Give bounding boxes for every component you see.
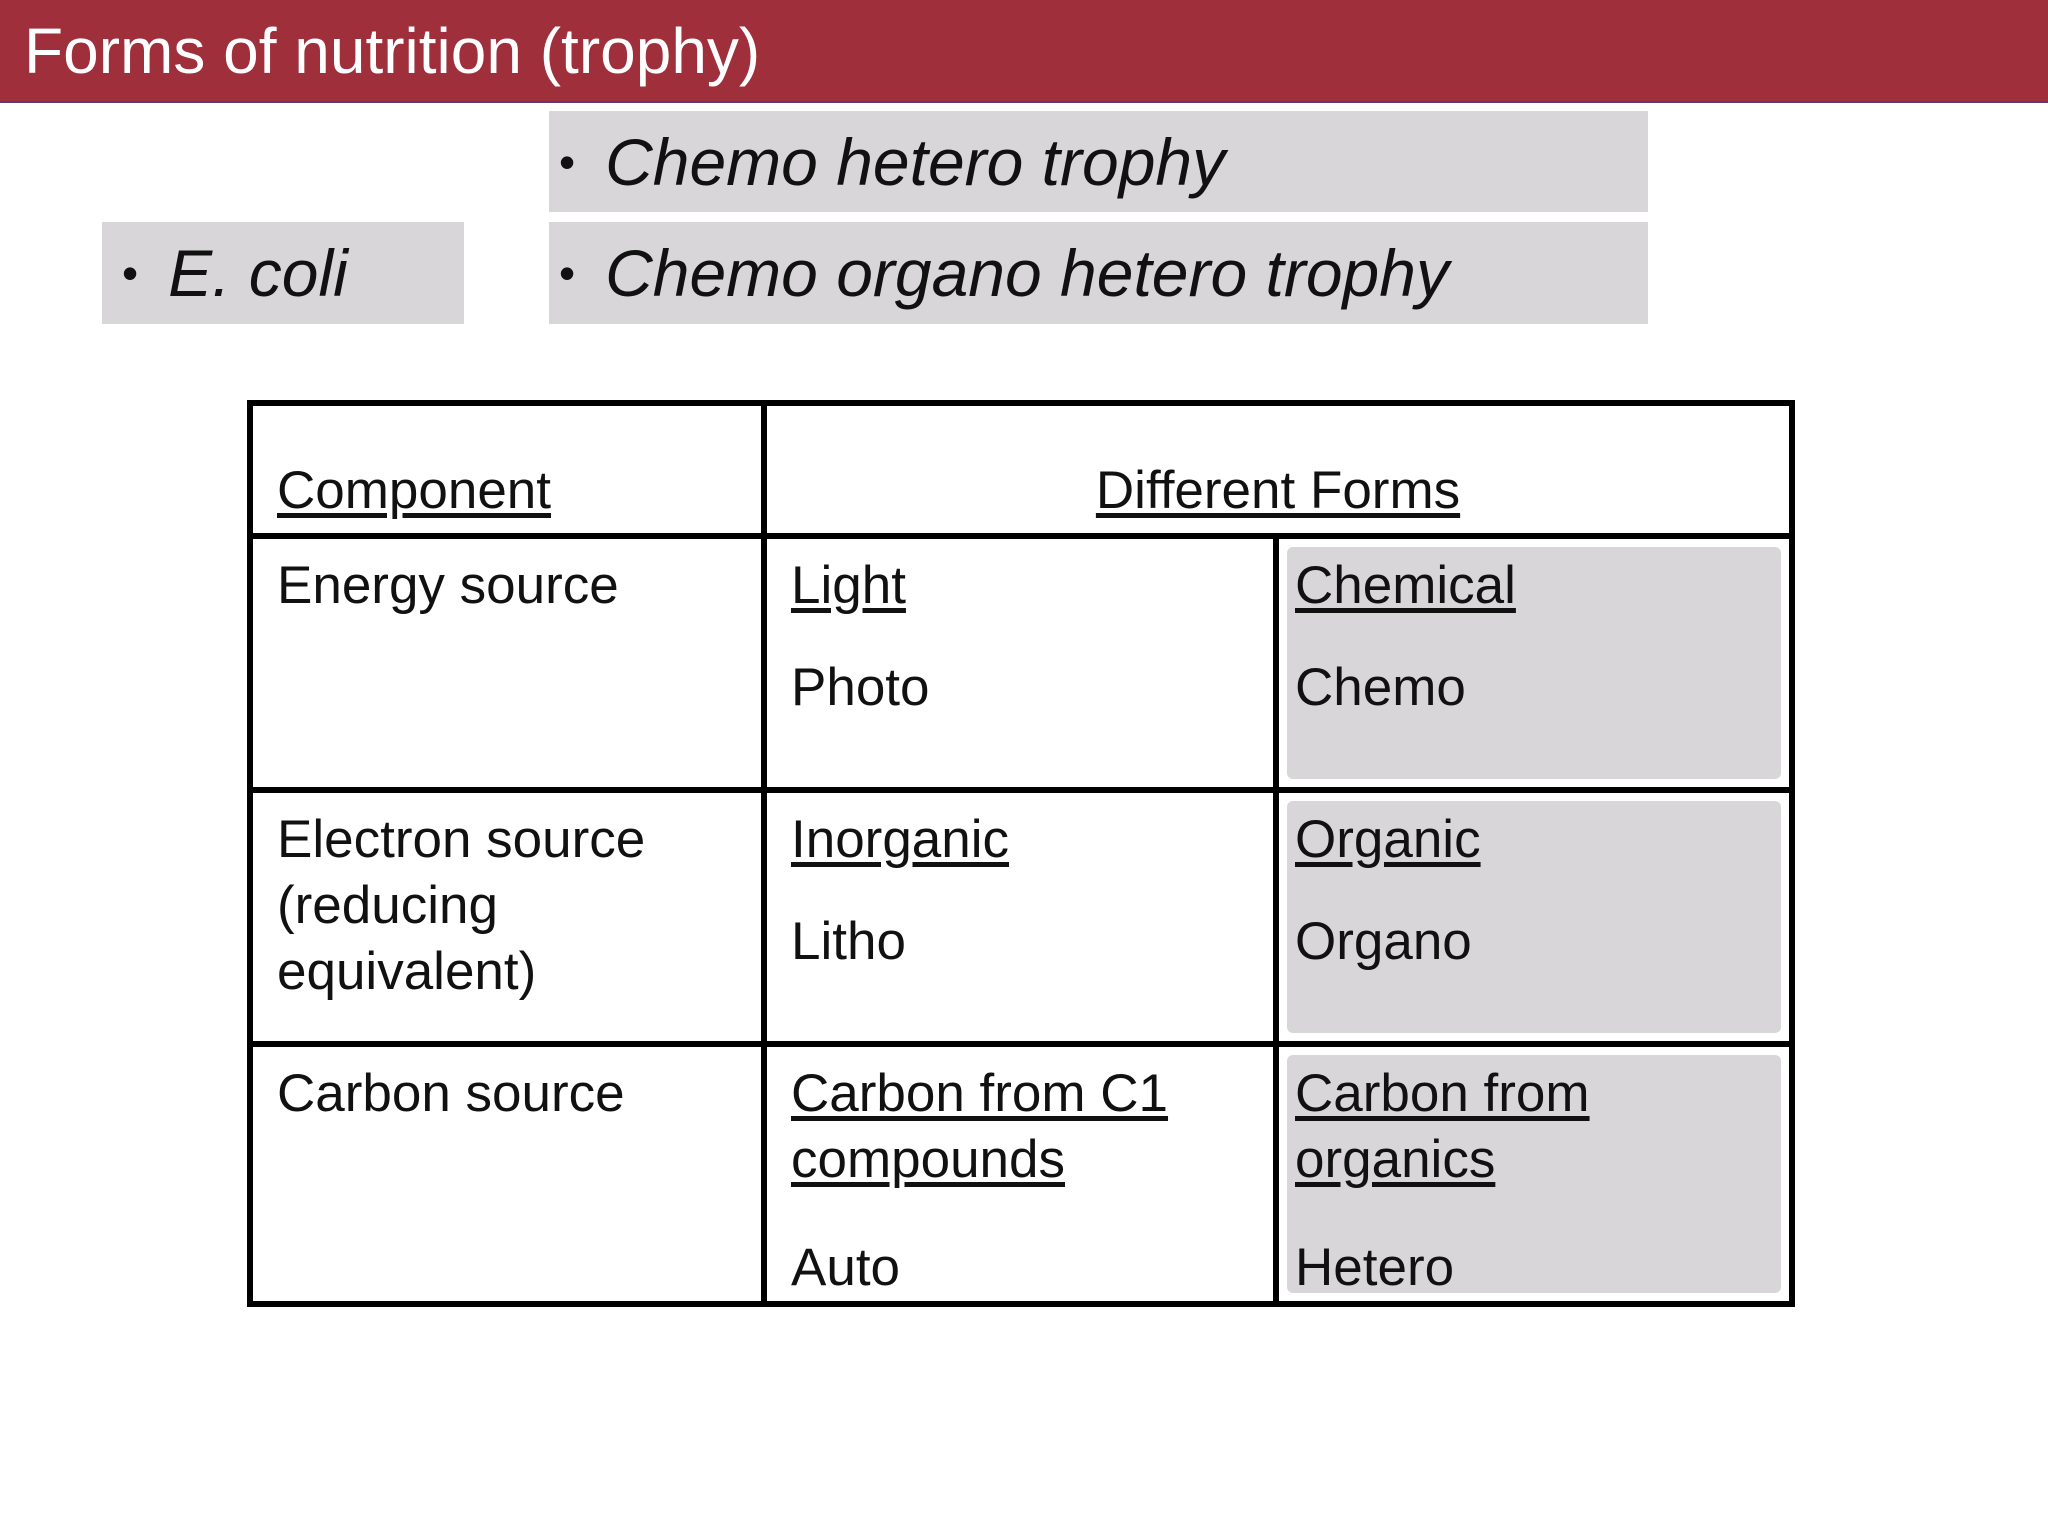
option-heading-line: organics	[1295, 1130, 1496, 1189]
option-heading: Light	[791, 556, 906, 615]
option-term: Hetero	[1295, 1238, 1455, 1297]
nutrition-forms-table	[247, 400, 1795, 1307]
option-a-cell	[764, 790, 1276, 1044]
option-term: Auto	[791, 1238, 901, 1297]
header-forms-label	[767, 461, 1789, 533]
option-heading-line: Carbon from C1	[791, 1064, 1169, 1123]
option-heading: Organic	[1295, 810, 1481, 869]
option-b-cell-highlighted	[1276, 1044, 1792, 1304]
component-cell	[250, 1044, 764, 1304]
bullet-icon: •	[559, 135, 576, 188]
component-cell	[250, 790, 764, 1044]
option-b-cell-highlighted	[1276, 790, 1792, 1044]
option-heading-line: Carbon from	[1295, 1064, 1590, 1123]
full-trophy-classification-bullet	[549, 222, 1648, 324]
header-cell-forms	[764, 403, 1792, 536]
option-a-cell	[764, 1044, 1276, 1304]
option-heading-line: compounds	[791, 1130, 1066, 1189]
component-cell	[250, 536, 764, 790]
option-term: Organo	[1295, 912, 1472, 971]
bullet-icon: •	[122, 247, 139, 299]
title-bar	[0, 0, 2048, 103]
option-heading: Inorganic	[791, 810, 1010, 869]
table-row	[250, 536, 1792, 790]
header-forms-text: Different Forms	[1095, 461, 1461, 520]
full-trophy-classification-text: Chemo organo hetero trophy	[605, 236, 1449, 310]
slide-title: Forms of nutrition (trophy)	[24, 15, 761, 87]
bullet-icon: •	[559, 247, 576, 299]
table-row	[250, 790, 1792, 1044]
option-b-cell-highlighted	[1276, 536, 1792, 790]
component-label-line: Electron source	[277, 810, 646, 869]
table-row	[250, 1044, 1792, 1304]
option-heading: Chemical	[1295, 556, 1516, 615]
organism-name: E. coli	[168, 236, 348, 310]
table-header-row	[250, 403, 1792, 536]
component-label: Carbon source	[277, 1064, 625, 1123]
component-label-line: equivalent)	[277, 942, 537, 1001]
trophy-classification-bullet	[549, 111, 1648, 212]
component-label-line: (reducing	[277, 876, 498, 935]
option-a-cell	[764, 536, 1276, 790]
organism-bullet	[102, 222, 464, 324]
trophy-classification-text: Chemo hetero trophy	[605, 124, 1226, 199]
header-component-label: Component	[277, 461, 552, 520]
header-cell-component	[250, 403, 764, 536]
option-term: Chemo	[1295, 658, 1466, 717]
option-term: Litho	[791, 912, 906, 971]
component-label: Energy source	[277, 556, 619, 615]
option-term: Photo	[791, 658, 930, 717]
